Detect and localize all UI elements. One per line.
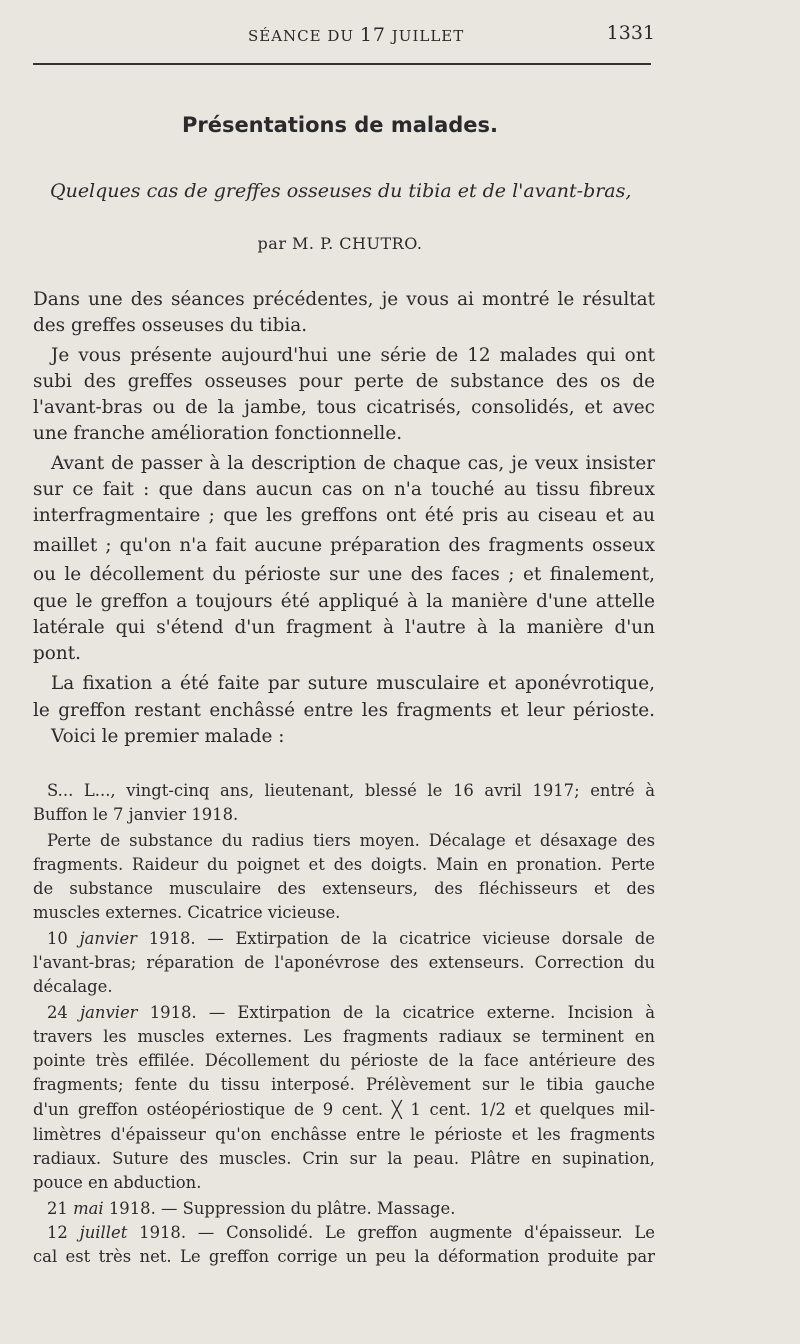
body-line: une franche amélioration fonctionnelle. xyxy=(33,423,403,444)
body-line: le greffon restant enchâssé entre les fragments et leur périoste. xyxy=(33,700,655,721)
body-line: maillet ; qu'on n'a fait aucune préparation des fragments osseux xyxy=(33,535,655,556)
case-line: pointe très effilée. Décollement du périoste de la face antérieure des xyxy=(33,1051,655,1070)
case-line: muscles externes. Cicatrice vicieuse. xyxy=(33,903,341,922)
case-line: fragments. Raideur du poignet et des doigts. Main en pronation. Perte xyxy=(33,855,655,874)
body-line: Voici le premier malade : xyxy=(51,726,285,747)
body-line: Je vous présente aujourd'hui une série de 12 malades qui ont xyxy=(51,345,655,366)
case-line: 21 mai 1918. — Suppression du plâtre. Massage. xyxy=(47,1199,456,1218)
body-line: Avant de passer à la description de chaque cas, je veux insister xyxy=(51,453,655,474)
section-title: Présentations de malades. xyxy=(181,113,499,137)
running-header xyxy=(33,18,655,48)
case-line: 24 janvier 1918. — Extirpation de la cicatrice externe. Incision à xyxy=(47,1003,655,1022)
body-line: interfragmentaire ; que les greffons ont été pris au ciseau et au xyxy=(33,505,655,526)
body-line: ou le décollement du périoste sur une des faces ; et finalement, xyxy=(33,564,655,585)
body-line: l'avant-bras ou de la jambe, tous cicatrisés, consolidés, et avec xyxy=(33,397,655,418)
body-line: pont. xyxy=(33,643,81,664)
case-line: l'avant-bras; réparation de l'aponévrose des extenseurs. Correction du xyxy=(33,953,655,972)
body-line: que le greffon a toujours été appliqué à la manière d'une attelle xyxy=(33,591,655,612)
case-line: cal est très net. Le greffon corrige un peu la déformation produite par xyxy=(33,1247,655,1266)
page-number: 1331 xyxy=(606,22,655,44)
body-line: latérale qui s'étend d'un fragment à l'autre à la manière d'un xyxy=(33,617,655,638)
case-line: S... L..., vingt-cinq ans, lieutenant, blessé le 16 avril 1917; entré à xyxy=(47,781,655,800)
body-line: La fixation a été faite par suture musculaire et aponévrotique, xyxy=(51,673,655,694)
article-subtitle: Quelques cas de greffes osseuses du tibia et de l'avant-bras, xyxy=(50,180,632,202)
case-line: Perte de substance du radius tiers moyen. Décalage et désaxage des xyxy=(47,831,655,850)
case-line: fragments; fente du tissu interposé. Prélèvement sur le tibia gauche xyxy=(33,1075,655,1094)
case-line: limètres d'épaisseur qu'on enchâsse entre le périoste et les fragments xyxy=(33,1125,655,1144)
case-line: pouce en abduction. xyxy=(33,1173,202,1192)
body-line: des greffes osseuses du tibia. xyxy=(33,315,308,336)
case-line: Buffon le 7 janvier 1918. xyxy=(33,805,239,824)
body-line: sur ce fait : que dans aucun cas on n'a touché au tissu fibreux xyxy=(33,479,655,500)
case-line: 10 janvier 1918. — Extirpation de la cicatrice vicieuse dorsale de xyxy=(47,929,655,948)
header-rule xyxy=(33,63,651,65)
case-line: d'un greffon ostéopériostique de 9 cent. ╳ 1 cent. 1/2 et quelques mil- xyxy=(33,1100,655,1119)
case-line: 12 juillet 1918. — Consolidé. Le greffon augmente d'épaisseur. Le xyxy=(47,1223,655,1242)
body-line: Dans une des séances précédentes, je vous ai montré le résultat xyxy=(33,289,655,310)
case-line: décalage. xyxy=(33,977,113,996)
article-author: par M. P. CHUTRO. xyxy=(257,234,423,253)
case-line: de substance musculaire des extenseurs, des fléchisseurs et des xyxy=(33,879,655,898)
case-line: travers les muscles externes. Les fragments radiaux se terminent en xyxy=(33,1027,655,1046)
case-line: radiaux. Suture des muscles. Crin sur la peau. Plâtre en supination, xyxy=(33,1149,655,1168)
running-title: SÉANCE DU 17 JUILLET xyxy=(248,24,465,46)
body-line: subi des greffes osseuses pour perte de substance des os de xyxy=(33,371,655,392)
